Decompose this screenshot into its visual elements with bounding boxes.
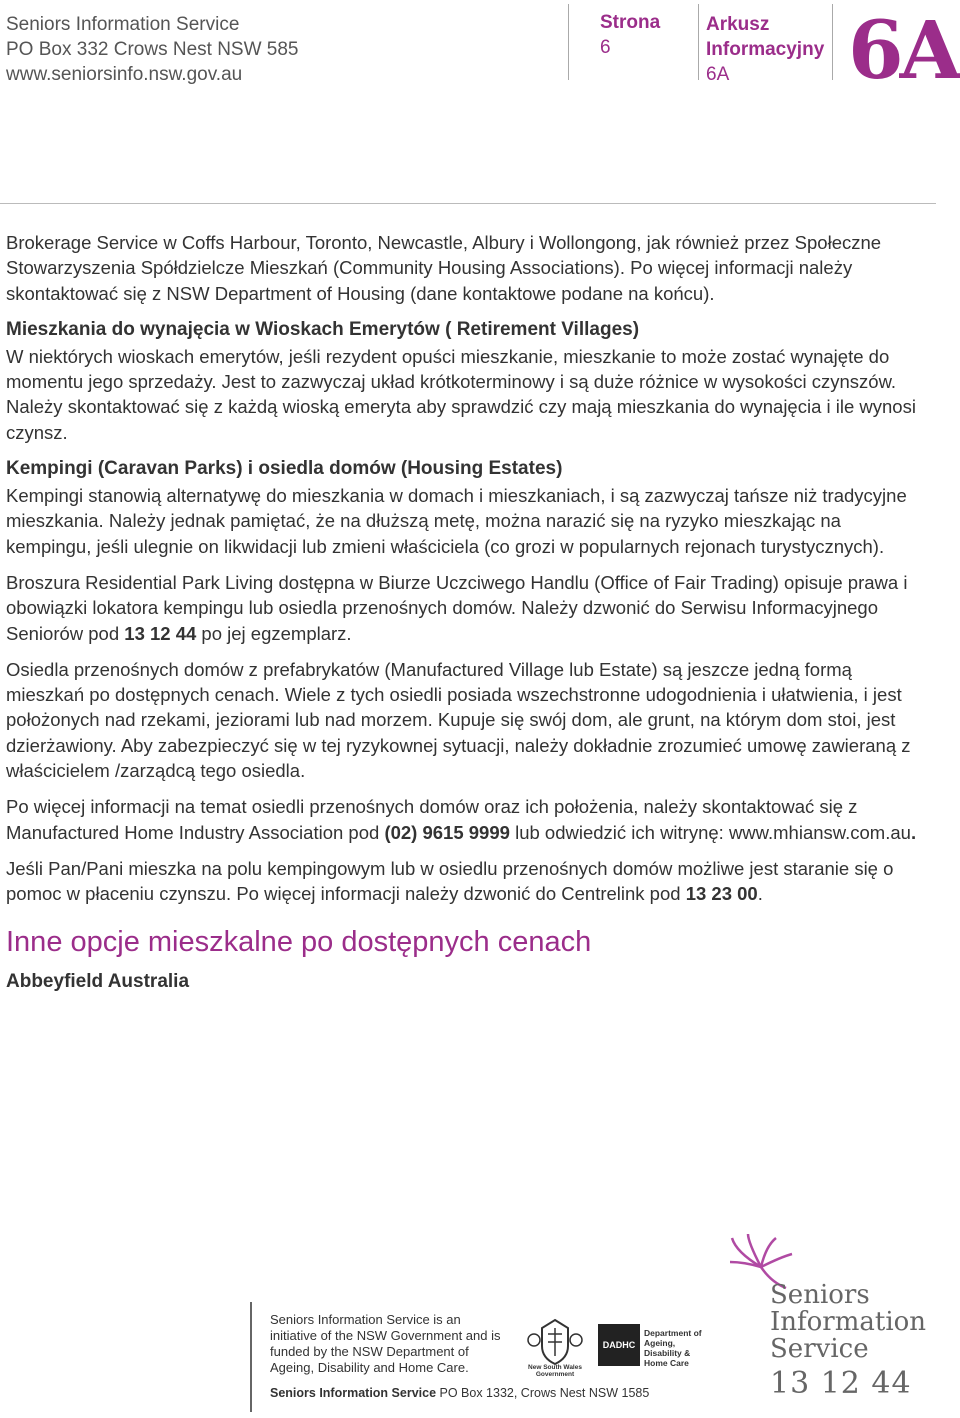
gov-text: New South Wales Government xyxy=(528,1364,582,1378)
seniors-info-brand xyxy=(726,1232,956,1412)
org-website: www.seniorsinfo.nsw.gov.au xyxy=(6,64,243,85)
page-indicator xyxy=(600,10,660,60)
rent-end: . xyxy=(757,883,763,905)
header-divider xyxy=(698,4,699,80)
header-divider xyxy=(832,4,833,80)
org-address: PO Box 332 Crows Nest NSW 585 xyxy=(6,39,299,60)
footer-initiative-text: Seniors Information Service is an initiative of the NSW Government and is funded by the NSW Department of Ageing, Disability and Home Care. xyxy=(270,1312,501,1375)
more-info-dot: . xyxy=(910,821,917,843)
page-label: Strona xyxy=(600,12,661,33)
header-org-info xyxy=(6,12,299,87)
sheet-label-2: Informacyjny xyxy=(706,39,825,60)
dept-ageing-text: Department of Ageing, Disability & Home Care xyxy=(644,1328,702,1368)
mhia-phone: (02) 9615 9999 xyxy=(384,821,510,843)
header-rule xyxy=(0,203,936,204)
paragraph-caravan-parks: Kempingi stanowią alternatywę do mieszkania w domach i mieszkaniach, i są zazwyczaj tańsze niż tradycyjne mieszkania. Należy jednak pamiętać, że na dłuższą metę, można narazić się na ryzyko mieszkając na kempingu, jeśli ulegnie on likwidacji lub zmieni właściciela (co grozi w popularnych rejonach turystycznych). xyxy=(6,485,907,557)
brand-line3: Service xyxy=(770,1334,869,1364)
paragraph-more-info xyxy=(6,794,926,845)
paragraph-retirement-villages: W niektórych wioskach emerytów, jeśli rezydent opuści mieszkanie, mieszkanie to może zostać wynajęte do momentu jego sprzedaży. Jest to zazwyczaj układ krótkoterminowy i są duże różnice w wysokości czynszów. Należy skontaktować się z każdą wioską emeryta aby sprawdzić czy mają mieszkania do wynajęcia i ile wynosi czynsz. xyxy=(6,345,916,443)
page-number: 6 xyxy=(600,37,611,58)
footer-divider xyxy=(250,1302,252,1412)
paragraph-rent-assistance xyxy=(6,856,926,907)
more-info-end: lub odwiedzić ich witrynę: www.mhiansw.com.au xyxy=(509,821,911,843)
header-divider xyxy=(568,4,569,80)
heading-caravan-parks: Kempingi (Caravan Parks) i osiedla domów (Housing Estates) xyxy=(6,458,563,480)
nsw-government-logo xyxy=(520,1316,590,1376)
sheet-indicator xyxy=(706,12,824,87)
footer-address xyxy=(270,1386,649,1400)
brochure-phone: 13 12 44 xyxy=(124,622,197,644)
sheet-label-1: Arkusz xyxy=(706,14,770,35)
document-body xyxy=(6,230,926,994)
org-name: Seniors Information Service xyxy=(6,14,240,35)
centrelink-phone: 13 23 00 xyxy=(685,883,758,905)
sheet-code: 6A xyxy=(706,64,730,85)
heading-abbeyfield: Abbeyfield Australia xyxy=(6,970,190,992)
dadhc-logo: DADHC xyxy=(598,1324,640,1366)
brand-name xyxy=(770,1282,926,1363)
sheet-big-code: 6A xyxy=(848,3,958,97)
heading-other-options: Inne opcje mieszkalne po dostępnych cenach xyxy=(6,925,592,958)
brand-line1: Seniors xyxy=(770,1280,870,1310)
brand-phone: 13 12 44 xyxy=(770,1366,912,1401)
rent-text: Jeśli Pan/Pani mieszka na polu kempingowym lub w osiedlu przenośnych domów możliwe jest staranie się o pomoc w płaceniu czynszu. Po więcej informacji należy dzwonić do Centrelink pod xyxy=(6,857,894,905)
paragraph-manufactured-village: Osiedla przenośnych domów z prefabrykatów (Manufactured Village lub Estate) są jeszcze jedną formą mieszkań po dostępnych cenach. Wiele z tych osiedli posiada wszechstronne udogodnienia i ułatwienia, i jest położonych nad rzekami, jeziorami lub nad morzem. Kupuje się swój dom, ale grunt, na którym dom stoi, jest dzierżawiony. Aby zabezpieczyć się w tej ryzykownej sytuacji, należy dokładnie zrozumieć umowę zawieraną z właścicielem /zarządcą tego osiedla. xyxy=(6,658,911,782)
heading-retirement-villages: Mieszkania do wynajęcia w Wioskach Emerytów ( Retirement Villages) xyxy=(6,318,640,340)
brand-line2: Information xyxy=(770,1307,927,1337)
paragraph-brochure xyxy=(6,570,926,646)
brochure-text: Broszura Residential Park Living dostępna w Biurze Uczciwego Handlu (Office of Fair Trading) opisuje prawa i obowiązki lokatora kempingu lub osiedla przenośnych domów. Należy dzwonić do Serwisu Informacyjnego Seniorów pod xyxy=(6,571,908,644)
footer-address-org: Seniors Information Service xyxy=(270,1386,437,1400)
brochure-text-end: po jej egzemplarz. xyxy=(196,622,352,644)
paragraph-brokerage: Brokerage Service w Coffs Harbour, Toronto, Newcastle, Albury i Wollongong, jak również przez Społeczne Stowarzyszenia Spółdzielcze Mieszkań (Community Housing Associations). Po więcej informacji należy skontaktować się z NSW Department of Housing (dane kontaktowe podane na końcu). xyxy=(6,232,882,304)
footer-address-rest: PO Box 1332, Crows Nest NSW 1585 xyxy=(436,1386,650,1400)
more-info-text: Po więcej informacji na temat osiedli przenośnych domów oraz ich położenia, należy skontaktować się z Manufactured Home Industry Association pod xyxy=(6,796,858,843)
